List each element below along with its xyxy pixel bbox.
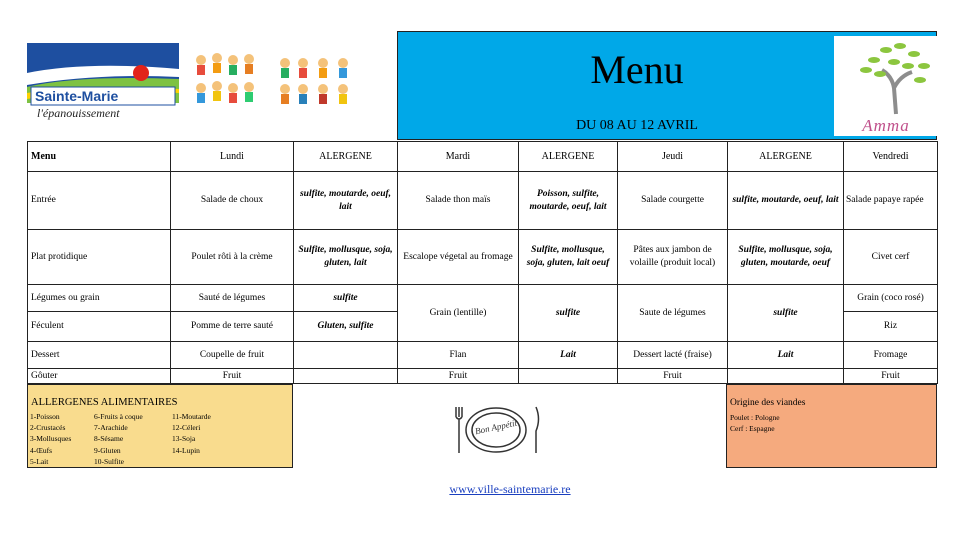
plat-lundi: Poulet rôti à la crème [171,230,294,285]
meat-origin-box [726,384,937,468]
allergen-item: 4-Œufs [30,445,53,455]
menu-banner [397,31,937,140]
gouter-vendredi: Fruit [844,369,938,384]
allergen-item: 10-Sulfite [94,456,124,466]
plat-jeudi: Pâtes aux jambon de volaille (produit local) [618,230,728,285]
legumes-jeudi-allergen: sulfite [728,285,844,342]
allergen-item: 12-Céleri [172,423,201,433]
dessert-vendredi: Fromage [844,342,938,369]
children-illustration-right [275,55,355,110]
table-row-legumes [28,285,938,312]
amma-logo-text: Amma [862,116,910,135]
header-allergen-jeudi: ALERGENE [728,142,844,172]
allergen-item: 11-Moutarde [172,412,211,421]
table-row-gouter [28,369,938,384]
row-label-plat: Plat protidique [28,230,171,285]
row-label-gouter: Gôuter [28,369,171,384]
gouter-mardi: Fruit [398,369,519,384]
allergen-column-1 [30,411,71,467]
plat-vendredi: Civet cerf [844,230,938,285]
menu-title: Menu [590,47,684,92]
plat-mardi: Escalope végetal au fromage [398,230,519,285]
allergen-item: 13-Soja [172,434,196,444]
logo-tagline: l'épanouissement [37,106,120,120]
allergen-item: 14-Lupin [172,445,200,455]
entree-mardi-allergen: Poisson, sulfite, moutarde, oeuf, lait [519,172,618,230]
meat-origin-title: Origine des viandes [730,398,806,408]
row-label-entree: Entrée [28,172,171,230]
bon-appetit-text: Bon Appétit [474,417,518,437]
allergen-item: 2-Crustacés [30,423,66,433]
table-row-entree [28,172,938,230]
header-menu: Menu [28,142,171,172]
allergen-item: 1-Poisson [30,412,60,421]
gouter-lundi: Fruit [171,369,294,384]
plat-lundi-allergen: Sulfite, mollusque, soja, gluten, lait [294,230,398,285]
logo-city-text: Sainte-Marie [35,88,119,104]
feculent-vendredi: Riz [844,312,938,342]
allergen-item: 9-Gluten [94,445,121,455]
entree-lundi-allergen: sulfite, moutarde, oeuf, lait [294,172,398,230]
legumes-vendredi: Grain (coco rosé) [844,285,938,312]
allergen-column-2 [94,411,143,467]
row-label-dessert: Dessert [28,342,171,369]
children-illustration-left [193,50,259,110]
grain-mardi: Grain (lentille) [398,285,519,342]
allergen-item: 3-Mollusques [30,434,72,444]
allergen-item: 8-Sésame [94,434,124,444]
header-lundi: Lundi [171,142,294,172]
dessert-lundi-allergen [294,342,398,369]
allergen-item: 7-Arachide [94,423,128,433]
table-row-plat [28,230,938,285]
allergen-column-3 [172,411,211,456]
gouter-mardi-allergen [519,369,618,384]
gouter-jeudi-allergen [728,369,844,384]
row-label-legumes: Légumes ou grain [28,285,171,312]
bon-appetit-logo [448,403,544,457]
legumes-lundi-allergen: sulfite [294,285,398,312]
meat-origin-line: Cerf : Espagne [730,424,775,433]
allergen-legend-title: ALLERGENES ALIMENTAIRES [31,397,178,408]
legumes-lundi: Sauté de légumes [171,285,294,312]
dessert-jeudi: Dessert lacté (fraise) [618,342,728,369]
dessert-mardi-allergen: Lait [519,342,618,369]
website-link[interactable]: www.ville-saintemarie.re [449,482,571,496]
header-jeudi: Jeudi [618,142,728,172]
allergen-legend [27,384,293,468]
plat-mardi-allergen: Sulfite, mollusque, soja, gluten, lait oeuf [519,230,618,285]
table-header-row [28,142,938,172]
dessert-jeudi-allergen: Lait [728,342,844,369]
gouter-jeudi: Fruit [618,369,728,384]
meat-origin-line: Poulet : Pologne [730,413,780,422]
feculent-lundi: Pomme de terre sauté [171,312,294,342]
amma-logo [834,36,938,136]
grain-mardi-allergen: sulfite [519,285,618,342]
plat-jeudi-allergen: Sulfite, mollusque, soja, gluten, moutarde, oeuf [728,230,844,285]
allergen-item: 5-Lait [30,456,49,466]
menu-table [27,141,938,384]
gouter-lundi-allergen [294,369,398,384]
header-vendredi: Vendredi [844,142,938,172]
row-label-feculent: Féculent [28,312,171,342]
header-allergen-lundi: ALERGENE [294,142,398,172]
allergen-item: 6-Fruits à coque [94,412,143,421]
website-footer [0,482,960,497]
dessert-mardi: Flan [398,342,519,369]
feculent-lundi-allergen: Gluten, sulfite [294,312,398,342]
header-mardi: Mardi [398,142,519,172]
menu-dates: DU 08 AU 12 AVRIL [576,118,698,133]
legumes-jeudi: Saute de légumes [618,285,728,342]
entree-vendredi: Salade papaye rapée [844,172,938,230]
entree-mardi: Salade thon maïs [398,172,519,230]
entree-jeudi: Salade courgette [618,172,728,230]
entree-jeudi-allergen: sulfite, moutarde, oeuf, lait [728,172,844,230]
table-row-dessert [28,342,938,369]
header-allergen-mardi: ALERGENE [519,142,618,172]
sainte-marie-logo [27,43,179,123]
entree-lundi: Salade de choux [171,172,294,230]
dessert-lundi: Coupelle de fruit [171,342,294,369]
